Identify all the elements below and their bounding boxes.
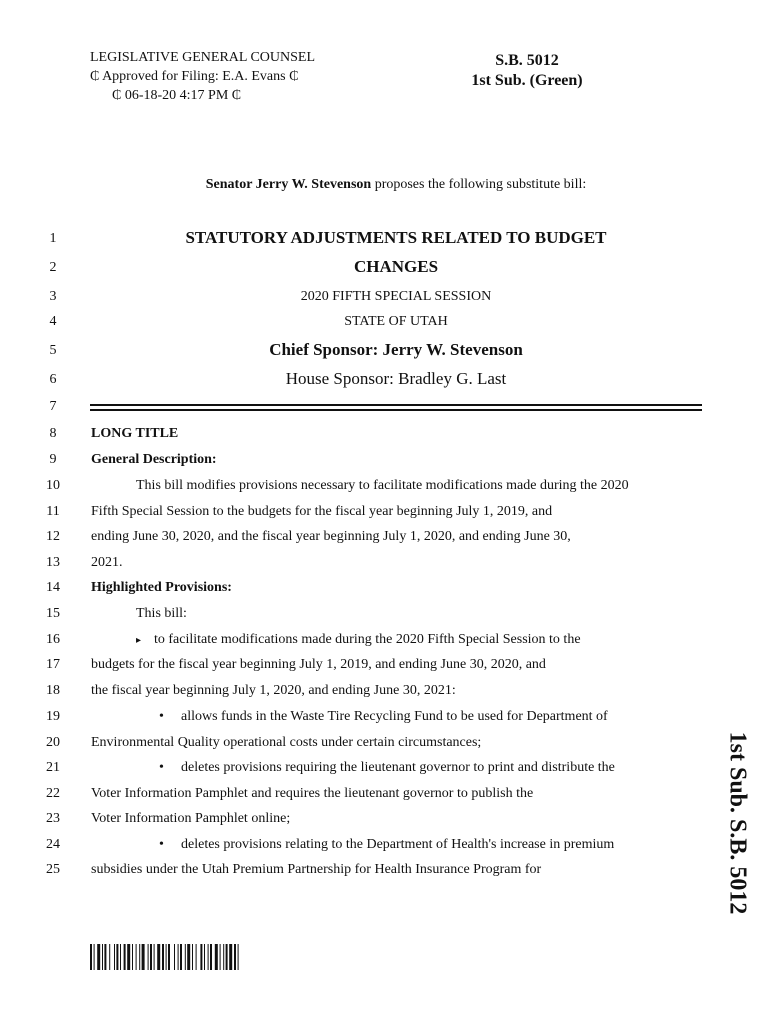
- side-bill-label-text: 1st Sub. S.B. 5012: [724, 731, 751, 915]
- barcode-icon: [90, 944, 286, 970]
- line-number: 25: [46, 862, 60, 877]
- line-number: 13: [46, 555, 60, 570]
- bullet-icon: •: [159, 760, 164, 775]
- chief-sponsor: Chief Sponsor: Jerry W. Stevenson: [269, 340, 523, 359]
- line-number: 4: [49, 314, 57, 329]
- body-line-24: [159, 836, 614, 854]
- approval-timestamp: ₵ 06-18-20 4:17 PM ₵: [112, 88, 242, 103]
- barcode-bar: [192, 944, 193, 970]
- line-number: 6: [49, 372, 57, 387]
- line-number: 5: [49, 343, 57, 358]
- body-line-25: subsidies under the Utah Premium Partnership for Health Insurance Program for: [91, 862, 542, 877]
- proposer-text: proposes the following substitute bill:: [371, 177, 587, 192]
- barcode-bar: [229, 944, 232, 970]
- body-line-18: the fiscal year beginning July 1, 2020, and ending June 30, 2021:: [91, 683, 456, 698]
- header-counsel-block: [90, 48, 315, 105]
- house-sponsor: House Sponsor: Bradley G. Last: [285, 369, 507, 388]
- body-line-16: [136, 631, 581, 650]
- line-number: 14: [46, 580, 60, 595]
- line-number: 24: [46, 837, 60, 852]
- body-line-24-text: deletes provisions relating to the Department of Health's increase in premium: [181, 837, 615, 852]
- bill-number: S.B. 5012: [495, 52, 559, 69]
- body-line-21: [159, 759, 615, 777]
- barcode-bar: [234, 944, 236, 970]
- line-number: 8: [49, 426, 57, 441]
- line-number: 9: [49, 452, 57, 467]
- body-line-19-text: allows funds in the Waste Tire Recycling Fund to be used for Department of: [181, 709, 608, 724]
- barcode-bar: [94, 944, 95, 970]
- barcode-bar: [104, 944, 106, 970]
- barcode-bar: [142, 944, 145, 970]
- barcode-bar: [116, 944, 118, 970]
- triangle-bullet-icon: ▸: [136, 635, 142, 646]
- body-line-10: This bill modifies provisions necessary to facilitate modifications made during the 2020: [136, 478, 629, 493]
- barcode-bar: [210, 944, 212, 970]
- counsel-title: LEGISLATIVE GENERAL COUNSEL: [90, 50, 316, 65]
- barcode-bar: [157, 944, 160, 970]
- barcode-bar: [208, 944, 209, 970]
- line-number: 1: [49, 231, 57, 246]
- line-number: 15: [46, 606, 60, 621]
- body-line-23: Voter Information Pamphlet online;: [91, 811, 291, 826]
- line-number: 12: [46, 529, 60, 544]
- divider-rule-bottom: [90, 409, 702, 411]
- body-line-17: budgets for the fiscal year beginning July 1, 2019, and ending June 30, 2020, and: [91, 657, 546, 672]
- bullet-icon: •: [159, 837, 164, 852]
- line-number: 22: [46, 786, 60, 801]
- bill-id-block: [440, 51, 614, 91]
- line-number: 16: [46, 632, 60, 647]
- barcode-bar: [97, 944, 100, 970]
- barcode-bar: [204, 944, 205, 970]
- barcode-bar: [178, 944, 179, 970]
- barcode-bar: [139, 944, 140, 970]
- barcode-bar: [196, 944, 197, 970]
- body-line-11: Fifth Special Session to the budgets for the fiscal year beginning July 1, 2019, and: [91, 504, 553, 519]
- line-number: 10: [46, 478, 60, 493]
- barcode-bar: [124, 944, 126, 970]
- line-number: 7: [49, 399, 57, 414]
- substitute-label: 1st Sub. (Green): [471, 72, 583, 89]
- body-line-12: ending June 30, 2020, and the fiscal year beginning July 1, 2020, and ending June 30,: [91, 529, 571, 544]
- barcode-bar: [132, 944, 133, 970]
- barcode-bar: [174, 944, 175, 970]
- proposer-line: [0, 177, 770, 193]
- body-line-21-text: deletes provisions requiring the lieutenant governor to print and distribute the: [181, 760, 615, 775]
- highlighted-provisions-heading: Highlighted Provisions:: [91, 580, 232, 595]
- body-line-19: [159, 708, 608, 726]
- bill-title-line2: CHANGES: [353, 257, 439, 276]
- barcode-bar: [109, 944, 110, 970]
- bill-title-line1: STATUTORY ADJUSTMENTS RELATED TO BUDGET: [185, 228, 607, 247]
- barcode-bar: [168, 944, 170, 970]
- barcode-bar: [187, 944, 190, 970]
- side-bill-label: [722, 716, 752, 930]
- barcode-bar: [154, 944, 155, 970]
- barcode-bar: [127, 944, 130, 970]
- barcode-bar: [185, 944, 186, 970]
- body-line-16-text: to facilitate modifications made during the 2020 Fifth Special Session to the: [154, 632, 581, 647]
- body-line-20: Environmental Quality operational costs under certain circumstances;: [91, 735, 482, 750]
- long-title-heading: LONG TITLE: [91, 426, 179, 441]
- barcode-bar: [120, 944, 121, 970]
- line-number: 2: [49, 260, 57, 275]
- divider-rule-top: [90, 404, 702, 406]
- line-number: 19: [46, 709, 60, 724]
- barcode-bar: [136, 944, 137, 970]
- barcode-bar: [114, 944, 115, 970]
- barcode-bar: [215, 944, 218, 970]
- bullet-icon: •: [159, 709, 164, 724]
- general-description-heading: General Description:: [91, 452, 217, 467]
- line-number: 3: [49, 289, 57, 304]
- body-line-13: 2021.: [91, 555, 123, 570]
- line-number: 17: [46, 657, 60, 672]
- barcode-bar: [200, 944, 202, 970]
- barcode-bar: [180, 944, 182, 970]
- proposer-name: Senator Jerry W. Stevenson: [205, 177, 372, 192]
- line-number: 20: [46, 735, 60, 750]
- barcode-bar: [226, 944, 228, 970]
- barcode-bar: [150, 944, 152, 970]
- body-line-15: This bill:: [136, 606, 187, 621]
- session-label: 2020 FIFTH SPECIAL SESSION: [300, 289, 492, 304]
- barcode-bar: [238, 944, 239, 970]
- state-label: STATE OF UTAH: [344, 314, 448, 329]
- line-number: 18: [46, 683, 60, 698]
- barcode-bar: [148, 944, 149, 970]
- barcode-bar: [102, 944, 103, 970]
- approval-line: ₵ Approved for Filing: E.A. Evans ₵: [90, 69, 299, 84]
- barcode-bar: [90, 944, 92, 970]
- barcode-bar: [220, 944, 221, 970]
- line-number: 23: [46, 811, 60, 826]
- line-number: 11: [46, 504, 60, 519]
- body-line-22: Voter Information Pamphlet and requires the lieutenant governor to publish the: [91, 786, 534, 801]
- barcode-bar: [223, 944, 224, 970]
- line-number: 21: [46, 760, 60, 775]
- barcode-bar: [166, 944, 167, 970]
- barcode-bar: [162, 944, 164, 970]
